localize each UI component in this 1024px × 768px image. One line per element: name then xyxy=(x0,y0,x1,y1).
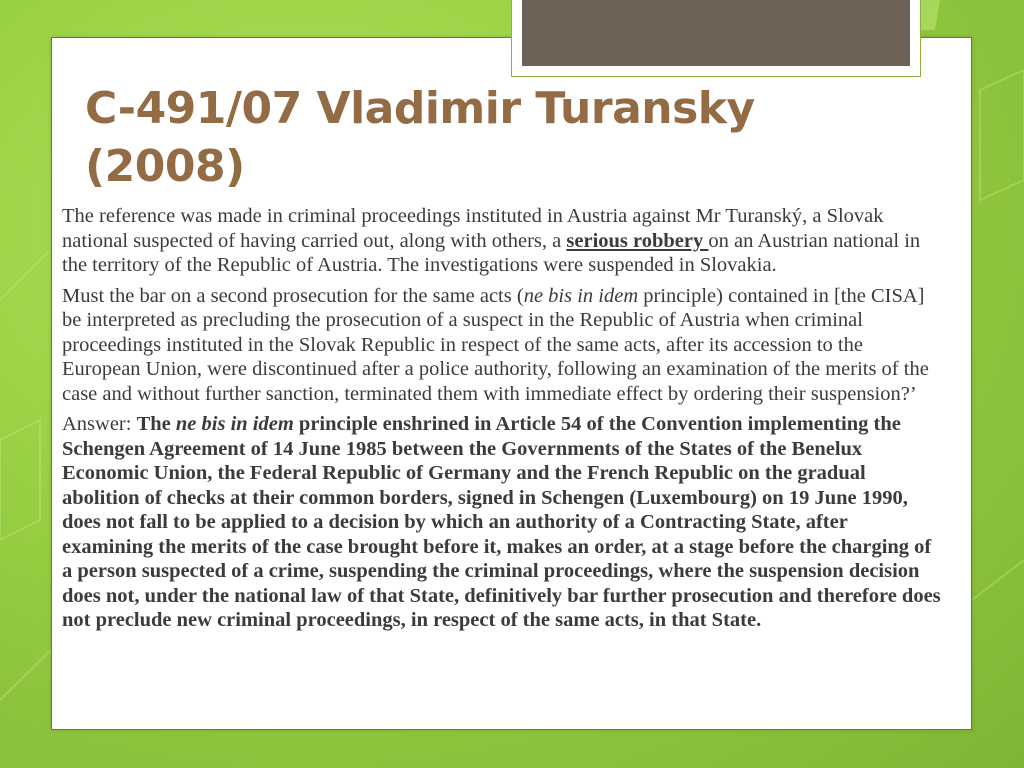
paragraph-reference-text-after: on an Austrian national in the territory of the Republic of Austria. The investigations were suspended in Slovakia. xyxy=(62,229,921,276)
paragraph-reference-text-before: The reference was made in criminal proceedings instituted in Austria against Mr Turanský, a Slovak national suspected of having carried out, along with others, a xyxy=(62,205,884,252)
serious-robbery-emphasis: serious robbery xyxy=(566,229,709,252)
paragraph-question xyxy=(62,284,942,407)
decorative-header-tab xyxy=(511,0,921,77)
answer-bold-before: The xyxy=(136,413,176,435)
slide-body xyxy=(62,204,942,639)
paragraph-reference xyxy=(62,204,942,278)
paragraph-question-text-after: principle) contained in [the CISA] be interpreted as precluding the prosecution of a suspect in the Republic of Austria when criminal proceedings instituted in the Slovak Republic in respect of the same acts, after its accession to the European Union, were discontinued after a police authority, following an examination of the merits of the case and without further sanction, terminated them with immediate effect by ordering their suspension?’ xyxy=(62,284,929,405)
ne-bis-in-idem-italic: ne bis in idem xyxy=(523,284,639,307)
answer-label: Answer: xyxy=(62,413,137,435)
decorative-header-tab-fill xyxy=(522,0,910,66)
answer-ne-bis-in-idem: ne bis in idem xyxy=(175,413,294,435)
paragraph-question-text-before: Must the bar on a second prosecution for the same acts ( xyxy=(62,284,524,307)
slide-title: C-491/07 Vladimir Turansky (2008) xyxy=(85,83,755,192)
answer-bold-text: principle enshrined in Article 54 of the Convention implementing the Schengen Agreement of 14 June 1985 between the Governments of the States of the Benelux Economic Union, the Federal Republic of Germany and the French Republic on the gradual abolition of checks at their common borders, signed in Schengen (Luxembourg) on 19 June 1990, does not fall to be applied to a decision by which an authority of a Contracting State, after examining the merits of the case brought before it, makes an order, at a stage before the charging of a person suspected of a crime, suspending the criminal proceedings, where the suspension decision does not, under the national law of that State, definitively bar further prosecution and therefore does not preclude new criminal proceedings, in respect of the same acts, in that State. xyxy=(62,413,941,631)
paragraph-answer xyxy=(62,412,942,633)
